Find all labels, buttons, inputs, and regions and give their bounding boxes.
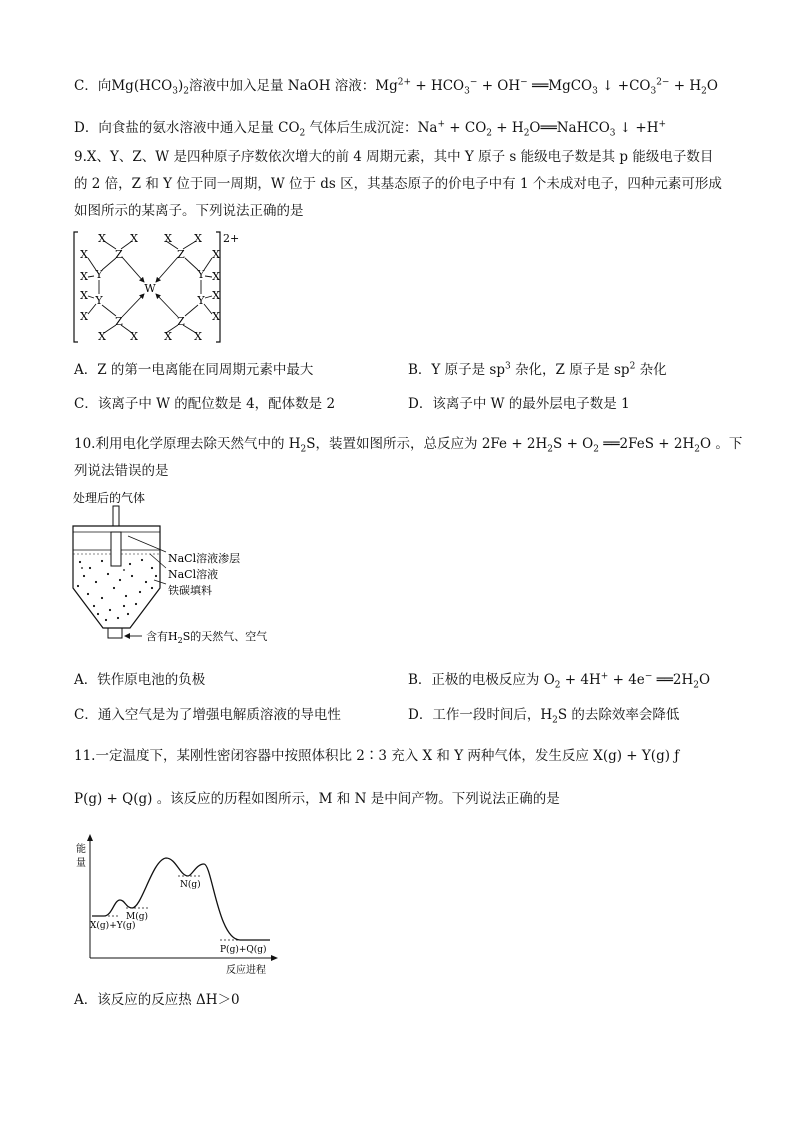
atom-y: Y <box>197 268 205 281</box>
atom-x: X <box>194 232 202 245</box>
atom-x: X <box>212 248 220 261</box>
atom-x: X <box>212 270 220 283</box>
intermediate-m-label: M(g) <box>126 912 148 922</box>
intermediate-n-label: N(g) <box>180 880 201 890</box>
q11-energy-profile-chart <box>70 830 290 980</box>
atom-y: Y <box>95 268 103 281</box>
q9-stem-line2: 的 2 倍，Z 和 Y 位于同一周期，W 位于 ds 区，其基态原子的价电子中有 1 个未成对电子，四种元素可形成 <box>74 176 722 192</box>
atom-x: X <box>80 270 88 283</box>
q9-option-d: D．该离子中 W 的最外层电子数是 1 <box>408 396 630 412</box>
q10-apparatus-figure <box>68 488 308 648</box>
nacl-seep-layer-label: NaCl溶液渗层 <box>168 552 241 565</box>
atom-x: X <box>80 310 88 323</box>
q11-option-a: A．该反应的反应热 ΔH＞0 <box>74 992 240 1008</box>
q9-option-a: A．Z 的第一电离能在同周期元素中最大 <box>74 362 314 378</box>
atom-x: X <box>194 330 202 343</box>
q10-stem-line2: 列说法错误的是 <box>74 463 169 479</box>
x-axis-label: 反应进程 <box>226 965 266 976</box>
q9-option-c: C．该离子中 W 的配位数是 4，配体数是 2 <box>74 396 336 412</box>
inlet-gas-label: 含有$H_2S$的天然气、空气 <box>146 630 268 645</box>
ion-charge: 2+ <box>223 232 240 245</box>
atom-x: X <box>212 310 220 323</box>
nacl-solution-label: NaCl溶液 <box>168 568 219 581</box>
y-axis-label: 量 <box>76 858 86 869</box>
atom-x: X <box>80 289 88 302</box>
q9-stem-line3: 如图所示的某离子。下列说法正确的是 <box>74 203 304 219</box>
q10-option-b: B．正极的电极反应为 $O_2 + 4H^+ + 4e^-$ $══2H_2O$ <box>408 671 711 691</box>
y-axis-label: 能 <box>76 844 86 855</box>
atom-x: X <box>80 248 88 261</box>
atom-z: Z <box>177 248 185 261</box>
atom-y: Y <box>197 294 205 307</box>
atom-w: W <box>144 282 156 295</box>
reactants-label: X(g)+Y(g) <box>90 921 136 931</box>
q8-option-c: C．向$Mg(HCO_3)_2$溶液中加入足量 NaOH 溶液：$Mg^{2+} + HCO_3^- + OH^-$ ══MgCO$_3$ ↓ $+CO_3^{2-} + H_2O$ <box>74 77 718 97</box>
products-label: P(g)+Q(g) <box>220 945 267 955</box>
q9-option-b: B．Y 原子是 $sp^3$ 杂化，Z 原子是 $sp^2$ 杂化 <box>408 361 667 378</box>
atom-x: X <box>130 330 138 343</box>
atom-x: X <box>164 330 172 343</box>
atom-y: Y <box>95 294 103 307</box>
atom-z: Z <box>115 248 123 261</box>
atom-z: Z <box>177 315 185 328</box>
q10-option-c: C．通入空气是为了增强电解质溶液的导电性 <box>74 707 341 723</box>
q10-option-d: D．工作一段时间后，$H_2S$ 的去除效率会降低 <box>408 707 680 726</box>
q11-stem-line2: P(g) + Q(g) 。该反应的历程如图所示，M 和 N 是中间产物。下列说法正确的是 <box>74 791 560 807</box>
q11-stem-line1: 11.一定温度下，某刚性密闭容器中按照体积比 2∶3 充入 X 和 Y 两种气体，发生反应 X(g) + Y(g) ƒ <box>74 748 680 764</box>
atom-z: Z <box>115 315 123 328</box>
q10-option-a: A．铁作原电池的负极 <box>74 672 206 688</box>
q8-option-d: D．向食盐的氨水溶液中通入足量 $CO_2$ 气体后生成沉淀：$Na^+ + CO_2$ + $H_2O══NaHCO_3$ ↓ +H+ <box>74 119 667 139</box>
atom-x: X <box>164 232 172 245</box>
atom-x: X <box>98 330 106 343</box>
atom-x: X <box>98 232 106 245</box>
treated-gas-label: 处理后的气体 <box>73 491 146 505</box>
atom-x: X <box>130 232 138 245</box>
iron-carbon-label: 铁碳填料 <box>168 584 212 597</box>
q9-ion-structure-figure <box>72 228 252 346</box>
q9-stem-line1: 9.X、Y、Z、W 是四种原子序数依次增大的前 4 周期元素，其中 Y 原子 s 能级电子数是其 p 能级电子数目 <box>74 149 714 165</box>
q10-stem-line1: 10.利用电化学原理去除天然气中的 $H_2S$，装置如图所示，总反应为 $2Fe + 2H_2S + O_2$ ══2FeS + $2H_2O$ 。下 <box>74 436 743 455</box>
atom-x: X <box>212 289 220 302</box>
iron-carbon-filler <box>77 559 157 621</box>
